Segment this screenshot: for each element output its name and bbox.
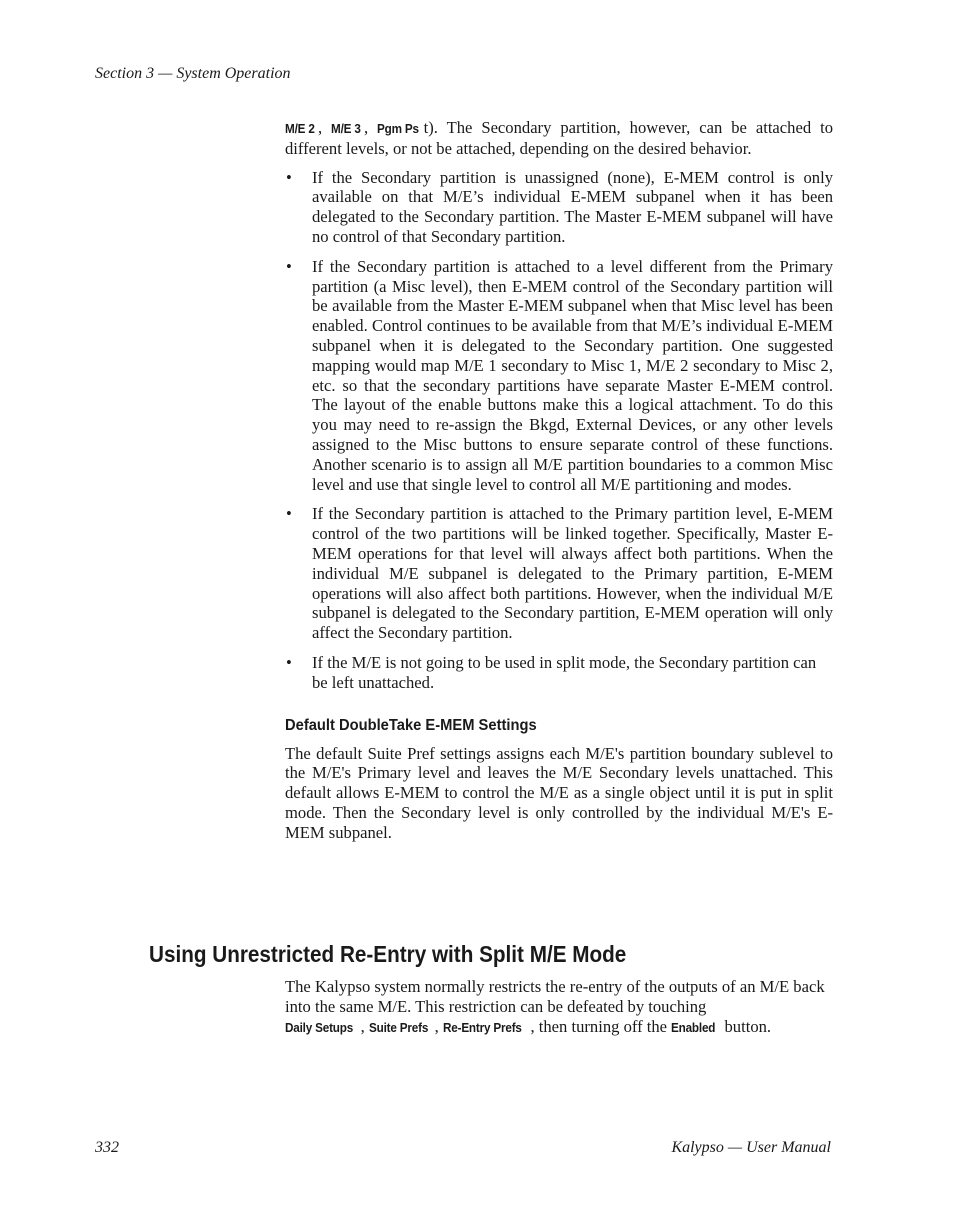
bullet-marker: • [286, 167, 292, 187]
running-header: Section 3 — System Operation [95, 65, 291, 82]
default-settings-paragraph: The default Suite Pref settings assigns each M/E's partition boundary sublevel to the M/E's Primary level and leaves the M/E Secondary levels unattached. This default allows E-MEM to control the M/E as a single object until it is put in split mode. Then the Secondary level is only controlled by the individual M/E's E-MEM subpanel. [285, 743, 833, 842]
bullet-marker: • [286, 504, 292, 524]
command-daily-setups: Daily Setups [285, 1019, 354, 1035]
bullet-item-misc-level [285, 257, 833, 495]
subsection-heading: Default DoubleTake E-MEM Settings [285, 716, 537, 734]
separator: , [434, 1016, 443, 1036]
bullet-item-primary-level [285, 504, 833, 643]
separator: , [364, 118, 378, 137]
reentry-text: The Kalypso system normally restricts the re-entry of the outputs of an M/E back into the same M/E. This restriction can be defeated by touching [285, 977, 825, 1016]
bullet-item-no-split [285, 653, 833, 693]
bullet-text: If the Secondary partition is unassigned (none), E-MEM control is only available on that M/E’s individual E-MEM subpanel when it has been delegated to the Secondary partition. The Master E-MEM subpanel will have no control of that Secondary partition. [312, 167, 833, 246]
command-reentry-prefs: Re-Entry Prefs [442, 1019, 522, 1035]
bullet-text: If the Secondary partition is attached to the Primary partition level, E-MEM control of the two partitions will be linked together. Specifically, Master E-MEM operations for that level will always affect both partitions. When the individual M/E subpanel is delegated to the Primary partition, E-MEM operations will also affect both partitions. However, when the individual M/E subpanel is delegated to the Secondary partition, E-MEM operation will only affect the Secondary partition. [312, 504, 833, 643]
reentry-text: button. [720, 1016, 772, 1036]
intro-text: t). The Secondary partition, however, can be attached to different levels, or not be attached, depending on the desired behavior. [285, 118, 833, 158]
page-number: 332 [95, 1139, 119, 1156]
command-enabled: Enabled [671, 1019, 716, 1035]
bullet-text: If the M/E is not going to be used in split mode, the Secondary partition can be left unattached. [312, 652, 817, 692]
manual-title: Kalypso — User Manual [671, 1139, 831, 1156]
bullet-text: If the Secondary partition is attached to a level different from the Primary partition (a Misc level), then E-MEM control of the Secondary partition will be available from the Master E-MEM subpanel when that Misc level has been enabled. Control continues to be available from that M/E’s individual E-MEM subpanel when it is delegated to the Secondary partition. One suggested mapping would map M/E 1 secondary to Misc 1, M/E 2 secondary to Misc 2, etc. so that the secondary partitions have separate Master E-MEM control. The layout of the enable buttons make this a logical attachment. To do this you may need to re-assign the Bkgd, External Devices, or any other levels assigned to the Misc buttons to ensure separate control of these functions. Another scenario is to assign all M/E partition boundaries to a common Misc level and use that single level to control all M/E partitioning and modes. [312, 256, 833, 494]
bullet-marker: • [286, 652, 292, 672]
command-suite-prefs: Suite Prefs [368, 1019, 429, 1035]
bullet-item-unassigned [285, 168, 833, 247]
separator: , [317, 118, 332, 137]
bullet-list [285, 168, 833, 693]
reentry-text: , then turning off the [530, 1016, 672, 1036]
intro-paragraph [285, 118, 833, 159]
command-me2: M/E 2 [285, 121, 315, 136]
command-pgm-pst: Pgm Ps [377, 121, 419, 136]
body-column-top [285, 118, 833, 843]
body-column-bottom [285, 977, 833, 1037]
separator: , [360, 1016, 369, 1036]
bullet-marker: • [286, 256, 292, 276]
command-me3: M/E 3 [331, 121, 361, 136]
reentry-paragraph [285, 977, 833, 1037]
section-heading: Using Unrestricted Re-Entry with Split M/E Mode [149, 941, 627, 967]
